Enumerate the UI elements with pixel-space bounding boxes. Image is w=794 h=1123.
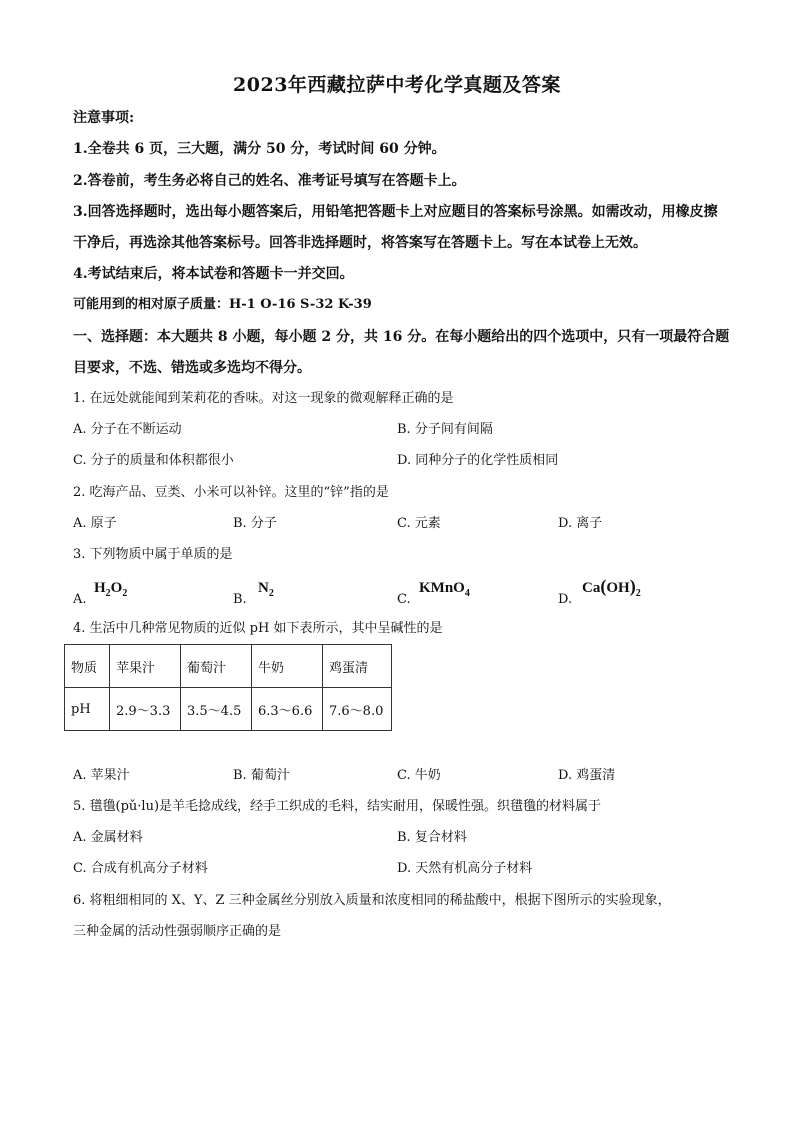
q2-stem: 2. 吃海产品、豆类、小米可以补锌。这里的“锌”指的是 [73,485,389,500]
q5-option-c: C. 合成有机高分子材料 [73,861,208,876]
section1-heading-cont: 目要求，不选、错选或多选均不得分。 [73,360,311,376]
notice-item-3: 3.回答选择题时，选出每小题答案后，用铅笔把答题卡上对应题目的答案标号涂黑。如需改动，用橡皮擦 [73,204,718,220]
q2-option-c: C. 元素 [397,516,441,531]
table-header-cell: 苹果汁 [110,645,181,688]
formula-text: OH [606,580,630,596]
q5-option-d: D. 天然有机高分子材料 [397,861,533,876]
q4-option-a: A. 苹果汁 [73,768,130,783]
table-cell: 6.3～6.6 [252,688,323,731]
q4-option-b: B. 葡萄汁 [233,768,290,783]
page-title: 2023年西藏拉萨中考化学真题及答案 [233,74,561,96]
notice-item-4: 4.考试结束后，将本试卷和答题卡一并交回。 [73,266,354,282]
q4-stem: 4. 生活中几种常见物质的近似 pH 如下表所示，其中呈碱性的是 [73,621,443,636]
table-cell: 3.5～4.5 [181,688,252,731]
formula-subscript: 4 [464,588,470,599]
q3-option-d-letter: D. [558,592,573,607]
ph-table [64,644,392,731]
table-row [65,688,392,731]
notice-heading: 注意事项: [73,110,135,126]
q3-option-d-formula [582,576,641,599]
q5-option-a: A. 金属材料 [73,830,143,845]
q3-option-c-formula [419,580,470,599]
q2-option-b: B. 分子 [233,516,277,531]
table-header-cell: 鸡蛋清 [323,645,392,688]
table-cell: 2.9～3.3 [110,688,181,731]
q3-stem: 3. 下列物质中属于单质的是 [73,547,233,562]
table-cell: 7.6～8.0 [323,688,392,731]
table-header-row [65,645,392,688]
table-header-cell: 牛奶 [252,645,323,688]
q6-stem-cont: 三种金属的活动性强弱顺序正确的是 [73,924,282,939]
formula-subscript: 2 [635,588,641,599]
table-cell: pH [65,688,110,731]
notice-item-2: 2.答卷前，考生务必将自己的姓名、准考证号填写在答题卡上。 [73,173,466,189]
table-header-cell: 物质 [65,645,110,688]
formula-paren: ( [600,576,607,596]
q1-option-d: D. 同种分子的化学性质相同 [397,453,559,468]
formula-paren: ) [629,576,636,596]
q2-option-d: D. 离子 [558,516,603,531]
q4-option-c: C. 牛奶 [397,768,441,783]
q3-option-a-letter: A. [73,592,87,607]
q4-option-d: D. 鸡蛋清 [558,768,616,783]
q1-option-a: A. 分子在不断运动 [73,422,182,437]
notice-item-3-cont: 干净后，再选涂其他答案标号。回答非选择题时，将答案写在答题卡上。写在本试卷上无效。 [73,235,647,251]
q3-option-a-formula [94,580,127,599]
q3-option-b-formula [258,580,274,599]
q3-option-b-letter: B. [233,592,247,607]
q5-stem: 5. 氆氇(pǔ·lu)是羊毛捻成线，经手工织成的毛料，结实耐用，保暖性强。织氆氇的材料属于 [73,799,602,814]
atomic-mass-line: 可能用到的相对原子质量：H-1 O-16 S-32 K-39 [73,297,372,312]
formula-subscript: 2 [122,588,128,599]
table-header-cell: 葡萄汁 [181,645,252,688]
formula-text: Ca [582,580,601,596]
formula-text: O [110,580,123,596]
q1-option-b: B. 分子间有间隔 [397,422,493,437]
q1-option-c: C. 分子的质量和体积都很小 [73,453,234,468]
notice-item-1: 1.全卷共 6 页，三大题，满分 50 分，考试时间 60 分钟。 [73,141,446,157]
q1-stem: 1. 在远处就能闻到茉莉花的香味。对这一现象的微观解释正确的是 [73,391,454,406]
q3-option-c-letter: C. [397,592,411,607]
q5-option-b: B. 复合材料 [397,830,467,845]
q6-stem: 6. 将粗细相同的 X、Y、Z 三种金属丝分别放入质量和浓度相同的稀盐酸中，根据下图所示的实验现象， [73,893,671,908]
formula-text: H [94,580,106,596]
formula-text: KMnO [419,580,465,596]
q2-option-a: A. 原子 [73,516,117,531]
formula-subscript: 2 [105,588,111,599]
formula-subscript: 2 [268,588,274,599]
formula-text: N [258,580,269,596]
section1-heading: 一、选择题：本大题共 8 小题，每小题 2 分，共 16 分。在每小题给出的四个选项中，只有一项最符合题 [73,329,730,345]
